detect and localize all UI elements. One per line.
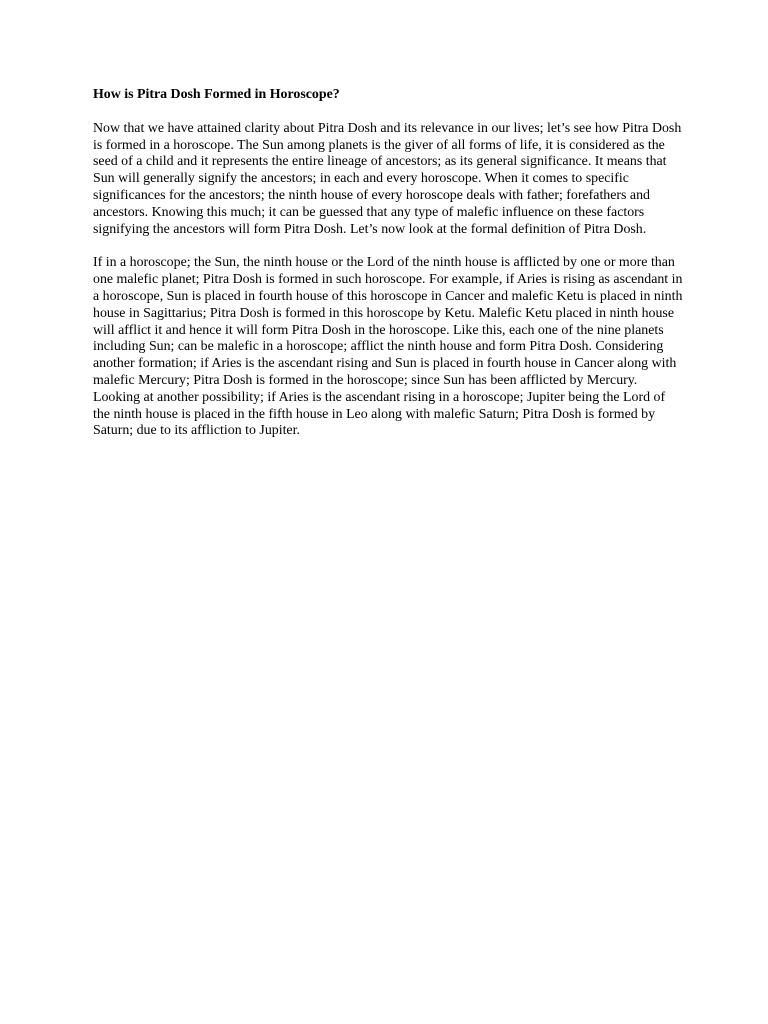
section-heading: How is Pitra Dosh Formed in Horoscope? [93,87,340,102]
document-page [93,87,683,457]
paragraph-formation-definition: If in a horoscope; the Sun, the ninth house or the Lord of the ninth house is afflicted by one or more than one malefic planet; Pitra Dosh is formed in such horoscope. For example, if Aries is rising as ascendant in a horoscope, Sun is placed in fourth house of this horoscope in Cancer and malefic Ketu is placed in ninth house in Sagittarius; Pitra Dosh is formed in this horoscope by Ketu. Malefic Ketu placed in ninth house will afflict it and hence it will form Pitra Dosh in the horoscope. Like this, each one of the nine planets including Sun; can be malefic in a horoscope; afflict the ninth house and form Pitra Dosh. Considering another formation; if Aries is the ascendant rising and Sun is placed in fourth house in Cancer along with malefic Mercury; Pitra Dosh is formed in the horoscope; since Sun has been afflicted by Mercury. Looking at another possibility; if Aries is the ascendant rising in a horoscope; Jupiter being the Lord of the ninth house is placed in the fifth house in Leo along with malefic Saturn; Pitra Dosh is formed by Saturn; due to its affliction to Jupiter. [93,255,683,439]
paragraph-formation-intro: Now that we have attained clarity about Pitra Dosh and its relevance in our lives; let’s see how Pitra Dosh is formed in a horoscope. The Sun among planets is the giver of all forms of life, it is considered as the seed of a child and it represents the entire lineage of ancestors; as its general significance. It means that Sun will generally signify the ancestors; in each and every horoscope. When it comes to specific significances for the ancestors; the ninth house of every horoscope deals with father; forefathers and ancestors. Knowing this much; it can be guessed that any type of malefic influence on these factors signifying the ancestors will form Pitra Dosh. Let’s now look at the formal definition of Pitra Dosh. [93,120,682,237]
